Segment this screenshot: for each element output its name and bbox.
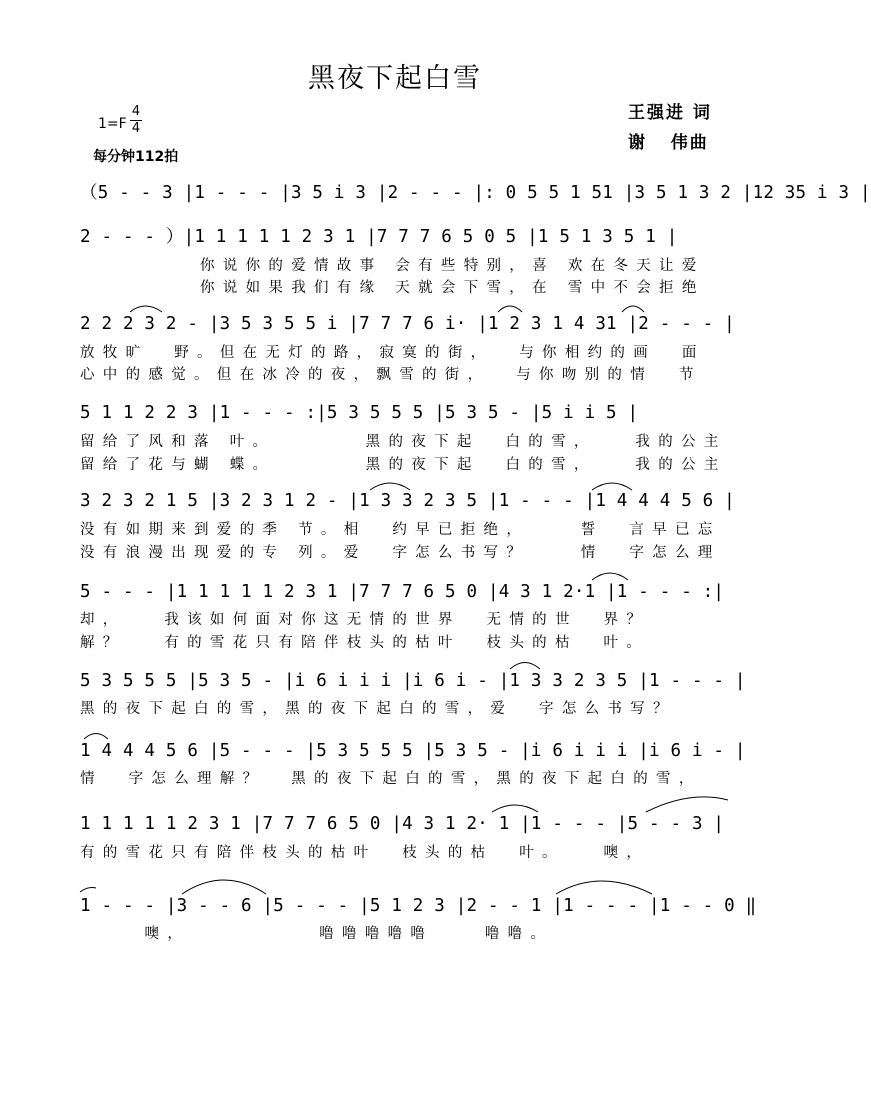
notes-system-1: （5 - - 3 |1 - - - |3 5 i 3 |2 - - - |: 0 5 5 1 51 |3 5 1 3 2 |12 35 i 3 | xyxy=(80,183,871,203)
tie-mark xyxy=(492,805,538,812)
lyrics-system-5-verse-1: 没有如期来到爱的季 节。相 约早已拒绝， 誓 言早已忘 xyxy=(80,522,721,538)
lyrics-system-6-verse-1: 却， 我该如何面对你这无情的世界 无情的世 界？ xyxy=(80,612,650,628)
notes-system-5: 3 2 3 2 1 5 |3 2 3 1 2 - |1 3 3 2 3 5 |1 - - - |1 4 4 4 5 6 | xyxy=(80,491,735,511)
tie-mark xyxy=(592,573,628,580)
notes-system-6: 5 - - - |1 1 1 1 1 2 3 1 |7 7 7 6 5 0 |4 3 1 2·1 |1 - - - :| xyxy=(80,582,725,602)
lyrics-system-3-verse-2: 心中的感觉。但在冰冷的夜，飘雪的街， 与你吻别的情 节 xyxy=(80,367,702,383)
time-signature-bottom: 4 xyxy=(131,121,141,136)
lyrics-system-2-verse-2: 你说如果我们有缘 天就会下雪，在 雪中不会拒绝 xyxy=(200,280,705,296)
lyrics-system-5-verse-2: 没有浪漫出现爱的专 列。爱 字怎么书写？ 情 字怎么理 xyxy=(80,545,721,561)
notes-system-10: 1 - - - |3 - - 6 |5 - - - |5 1 2 3 |2 - - 1 |1 - - - |1 - - 0 ‖ xyxy=(80,896,757,916)
lyricist-credit: 王强进 词 xyxy=(628,103,712,123)
tie-mark xyxy=(498,306,522,312)
tie-mark xyxy=(80,888,96,893)
lyrics-system-4-verse-1: 留给了风和落 叶。 黑的夜下起 白的雪， 我的公主 xyxy=(80,434,727,450)
notes-system-8: 1 4 4 4 5 6 |5 - - - |5 3 5 5 5 |5 3 5 - |i 6 i i i |i 6 i - | xyxy=(80,741,746,761)
tie-mark xyxy=(182,880,266,894)
lyrics-system-4-verse-2: 留给了花与蝴 蝶。 黑的夜下起 白的雪， 我的公主 xyxy=(80,457,727,473)
notes-system-3: 2 2 2 3 2 - |3 5 3 5 5 i |7 7 7 6 i· |1 2 3 1 4 31 |2 - - - | xyxy=(80,314,735,334)
lyrics-system-7: 黑的夜下起白的雪，黑的夜下起白的雪，爱 字怎么书写？ xyxy=(80,701,676,717)
lyrics-system-8: 情 字怎么理解？ 黑的夜下起白的雪，黑的夜下起白的雪， xyxy=(80,771,702,787)
tie-mark xyxy=(622,306,644,312)
lyrics-system-9: 有的雪花只有陪伴枝头的枯叶 枝头的枯 叶。 噢， xyxy=(80,845,650,861)
tie-mark xyxy=(556,881,652,894)
tie-mark xyxy=(592,483,632,490)
tie-mark xyxy=(370,483,410,490)
tie-mark xyxy=(130,306,162,312)
lyrics-system-6-verse-2: 解？ 有的雪花只有陪伴枝头的枯叶 枝头的枯 叶。 xyxy=(80,635,650,651)
song-title: 黑夜下起白雪 xyxy=(308,63,482,94)
notes-system-2: 2 - - - ）|1 1 1 1 1 2 3 1 |7 7 7 6 5 0 5 |1 5 1 3 5 1 | xyxy=(80,227,678,247)
tie-mark xyxy=(84,734,108,740)
tie-mark xyxy=(646,797,728,812)
time-signature-top: 4 xyxy=(131,104,141,119)
notes-system-7: 5 3 5 5 5 |5 3 5 - |i 6 i i i |i 6 i - |1 3 3 2 3 5 |1 - - - | xyxy=(80,671,746,691)
key-signature: 1=F xyxy=(98,116,127,132)
lyrics-system-2-verse-1: 你说你的爱情故事 会有些特别，喜 欢在冬天让爱 xyxy=(200,258,705,274)
lyrics-system-3-verse-1: 放牧旷 野。但在无灯的路，寂寞的街， 与你相约的画 面 xyxy=(80,345,705,361)
notes-system-4: 5 1 1 2 2 3 |1 - - - :|5 3 5 5 5 |5 3 5 - |5 i i 5 | xyxy=(80,403,639,423)
composer-credit: 谢 伟曲 xyxy=(628,133,709,153)
notes-system-9: 1 1 1 1 1 2 3 1 |7 7 7 6 5 0 |4 3 1 2· 1 |1 - - - |5 - - 3 | xyxy=(80,814,725,834)
tempo-marking: 每分钟112拍 xyxy=(93,149,179,165)
lyrics-system-10: 噢， 噜噜噜噜噜 噜噜。 xyxy=(80,926,554,942)
tie-mark xyxy=(510,663,540,670)
